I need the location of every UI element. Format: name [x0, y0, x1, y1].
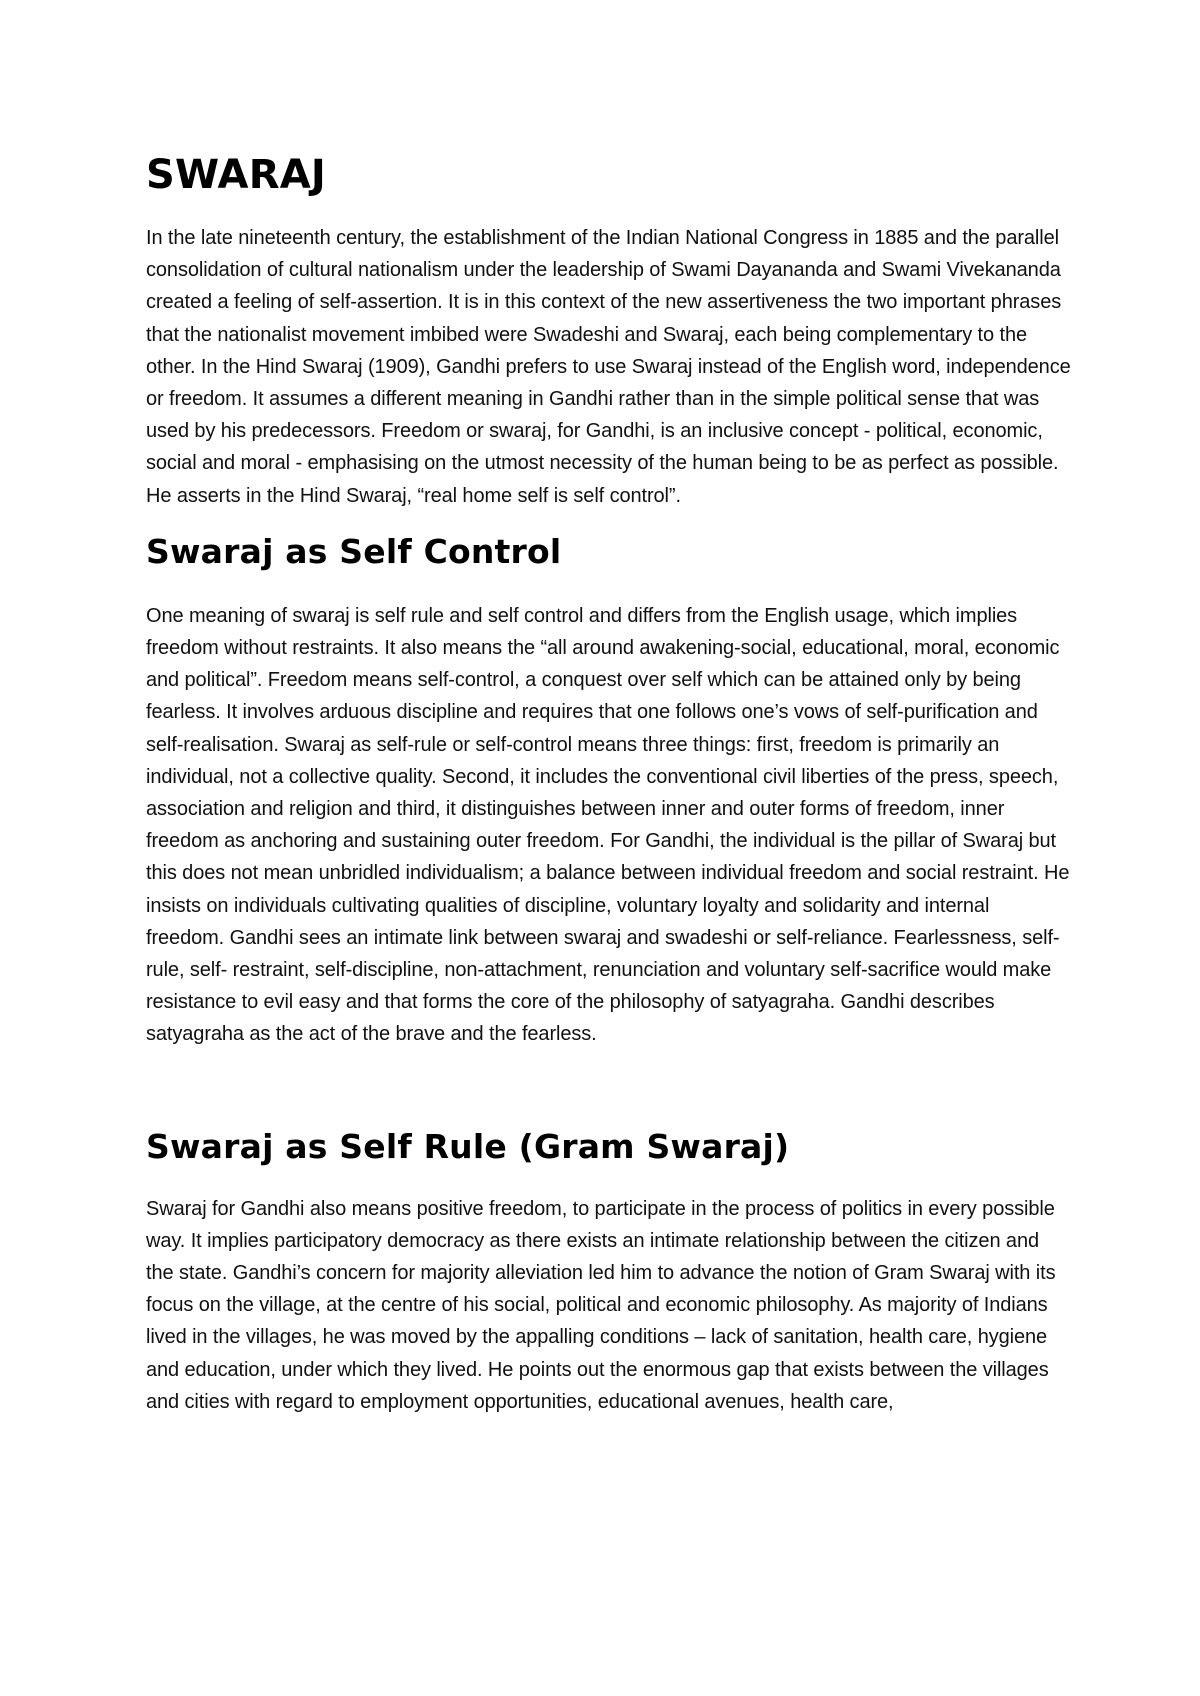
intro-paragraph: In the late nineteenth century, the establishment of the Indian National Congress in 1885 and the parallel consolidation of cultural nationalism under the leadership of Swami Dayananda and Swami Vivekananda created a feeling of self-assertion. It is in this context of the new assertiveness the two important phrases that the nationalist movement imbibed were Swadeshi and Swaraj, each being complementary to the other. In the Hind Swaraj (1909), Gandhi prefers to use Swaraj instead of the English word, independence or freedom. It assumes a different meaning in Gandhi rather than in the simple political sense that was used by his predecessors. Freedom or swaraj, for Gandhi, is an inclusive concept - political, economic, social and moral - emphasising on the utmost necessity of the human being to be as perfect as possible. He asserts in the Hind Swaraj, “real home self is self control”. — [146, 227, 1071, 507]
section-heading-self-control: Swaraj as Self Control — [146, 531, 562, 571]
page-title: SWARAJ — [146, 152, 326, 198]
section-body-gram-swaraj: Swaraj for Gandhi also means positive freedom, to participate in the process of politics in every possible way. It implies participatory democracy as there exists an intimate relationship between the citizen and the state. Gandhi’s concern for majority alleviation led him to advance the notion of Gram Swaraj with its focus on the village, at the centre of his social, political and economic philosophy. As majority of Indians lived in the villages, he was moved by the appalling conditions – lack of sanitation, health care, hygiene and education, under which they lived. He points out the enormous gap that exists between the villages and cities with regard to employment opportunities, educational avenues, health care, — [146, 1197, 1056, 1413]
section-heading-gram-swaraj: Swaraj as Self Rule (Gram Swaraj) — [146, 1126, 790, 1166]
document-content — [146, 150, 1071, 1418]
section-body-self-control: One meaning of swaraj is self rule and self control and differs from the English usage, which implies freedom without restraints. It also means the “all around awakening-social, educational, moral, economic and political”. Freedom means self-control, a conquest over self which can be attained only by being fearless. It involves arduous discipline and requires that one follows one’s vows of self-purification and self-realisation. Swaraj as self-rule or self-control means three things: first, freedom is primarily an individual, not a collective quality. Second, it includes the conventional civil liberties of the press, speech, association and religion and third, it distinguishes between inner and outer forms of freedom, inner freedom as anchoring and sustaining outer freedom. For Gandhi, the individual is the pillar of Swaraj but this does not mean unbridled individualism; a balance between individual freedom and social restraint. He insists on individuals cultivating qualities of discipline, voluntary loyalty and solidarity and internal freedom. Gandhi sees an intimate link between swaraj and swadeshi or self-reliance. Fearlessness, self-rule, self- restraint, self-discipline, non-attachment, renunciation and voluntary self-sacrifice would make resistance to evil easy and that forms the core of the philosophy of satyagraha. Gandhi describes satyagraha as the act of the brave and the fearless. — [146, 604, 1070, 1046]
